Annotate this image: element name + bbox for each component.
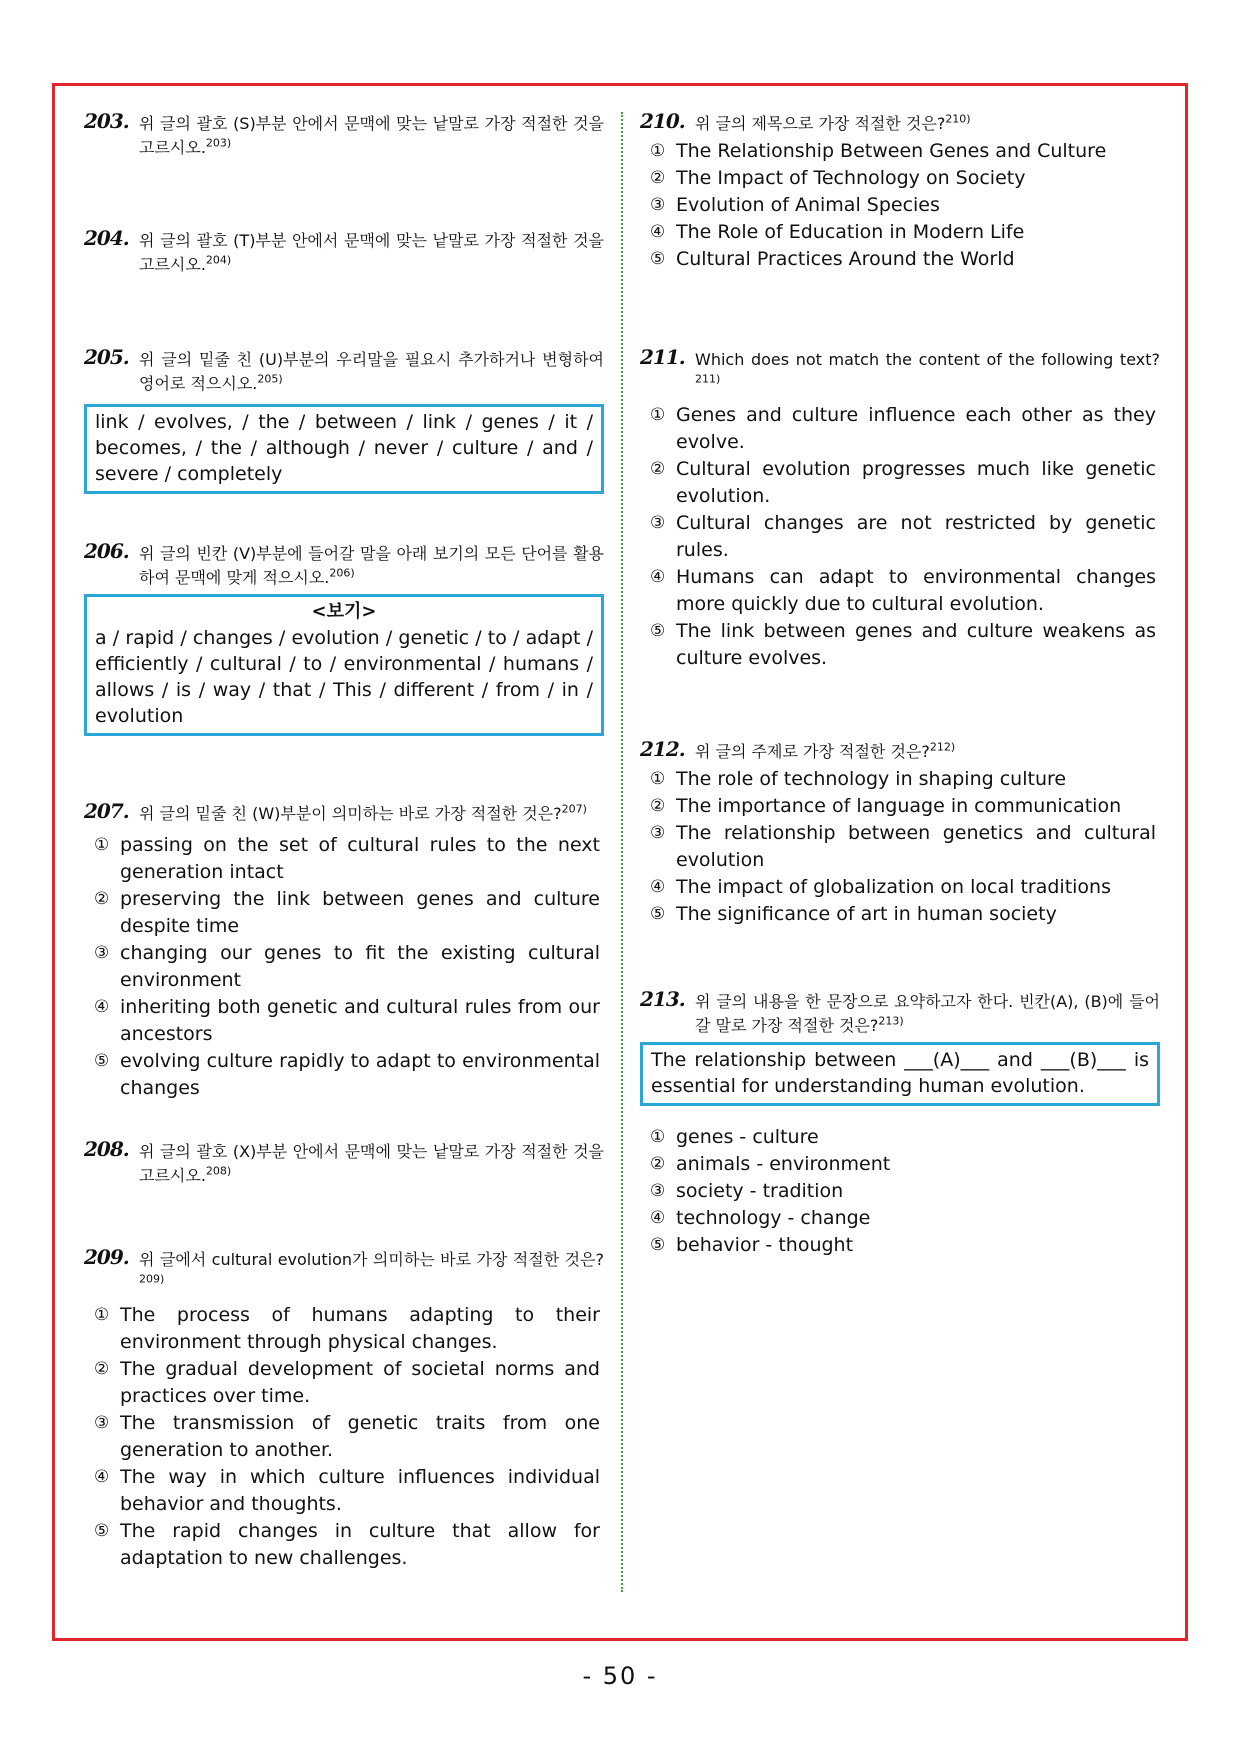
choice-text: The significance of art in human society (676, 903, 1057, 925)
word-box: link / evolves, / the / between / link / genes / it / becomes, / the / although / never / culture / and / severe / completely (84, 404, 604, 494)
answer-choice[interactable] (640, 402, 1160, 456)
choice-text: The impact of globalization on local traditions (676, 876, 1111, 898)
choice-text: society - tradition (676, 1180, 844, 1202)
question-203 (84, 109, 604, 160)
question-number: 209. (84, 1245, 129, 1269)
question-text: 위 글의 밑줄 친 (U)부분의 우리말을 필요시 추가하거나 변형하여 영어로 적으시오. (139, 350, 604, 393)
choice-text: genes - culture (676, 1126, 819, 1148)
choice-mark: ② (650, 1154, 666, 1174)
answer-choice[interactable] (640, 618, 1160, 672)
answer-choice[interactable] (84, 832, 604, 886)
choice-text: technology - change (676, 1207, 871, 1229)
choice-text: The gradual development of societal norms and practices over time. (120, 1358, 600, 1407)
question-number: 205. (84, 345, 129, 369)
choice-mark: ② (94, 1359, 110, 1379)
choice-mark: ⑤ (650, 621, 666, 641)
answer-choice[interactable] (640, 1205, 1160, 1232)
footnote-ref: 204) (205, 253, 232, 267)
choice-text: The relationship between genetics and cultural evolution (676, 822, 1156, 871)
answer-choice[interactable] (640, 901, 1160, 928)
answer-choice[interactable] (640, 1178, 1160, 1205)
answer-choice[interactable] (84, 1464, 604, 1518)
question-number: 212. (640, 737, 685, 761)
choice-mark: ④ (650, 567, 666, 587)
choice-mark: ⑤ (650, 249, 666, 269)
answer-choice[interactable] (84, 1410, 604, 1464)
choice-text: behavior - thought (676, 1234, 854, 1256)
question-number: 203. (84, 109, 129, 133)
choice-mark: ③ (94, 943, 110, 963)
answer-choice[interactable] (640, 246, 1160, 273)
question-text: 위 글의 괄호 (S)부분 안에서 문맥에 맞는 낱말로 가장 적절한 것을 고르시오. (139, 114, 604, 157)
choice-mark: ④ (94, 997, 110, 1017)
footnote-ref: 208) (205, 1164, 232, 1178)
question-text: 위 글에서 cultural evolution가 의미하는 바로 가장 적절한 것은? (139, 1250, 604, 1269)
answer-choice[interactable] (640, 192, 1160, 219)
answer-choice[interactable] (84, 940, 604, 994)
choice-mark: ① (650, 769, 666, 789)
answer-choice[interactable] (640, 1232, 1160, 1259)
answer-choice[interactable] (84, 1048, 604, 1102)
choice-mark: ② (650, 168, 666, 188)
choice-text: The way in which culture influences individual behavior and thoughts. (120, 1466, 600, 1515)
choice-mark: ⑤ (94, 1521, 110, 1541)
example-box-title: <보기> (311, 601, 377, 622)
question-text: 위 글의 제목으로 가장 적절한 것은? (695, 114, 946, 133)
answer-choice[interactable] (640, 1151, 1160, 1178)
choice-mark: ④ (94, 1467, 110, 1487)
choice-text: The rapid changes in culture that allow for adaptation to new challenges. (120, 1520, 600, 1569)
question-209 (84, 1245, 604, 1572)
choice-text: The role of technology in shaping culture (676, 768, 1067, 790)
question-text: 위 글의 밑줄 친 (W)부분이 의미하는 바로 가장 적절한 것은? (139, 804, 562, 823)
footnote-ref: 209) (139, 1272, 165, 1286)
choice-text: Evolution of Animal Species (676, 194, 940, 216)
question-number: 211. (640, 345, 685, 369)
choice-text: The Role of Education in Modern Life (676, 221, 1025, 243)
footnote-ref: 213) (878, 1014, 904, 1028)
choice-text: evolving culture rapidly to adapt to environmental changes (120, 1050, 600, 1099)
question-text: 위 글의 주제로 가장 적절한 것은? (695, 742, 930, 761)
footnote-ref: 205) (257, 372, 283, 386)
question-211 (640, 345, 1160, 672)
footnote-ref: 206) (329, 566, 355, 580)
answer-choice[interactable] (640, 165, 1160, 192)
choice-text: The process of humans adapting to their environment through physical changes. (120, 1304, 600, 1353)
answer-choice[interactable] (640, 820, 1160, 874)
question-number: 207. (84, 799, 129, 823)
choice-mark: ② (650, 796, 666, 816)
choice-mark: ③ (650, 195, 666, 215)
footnote-ref: 207) (561, 802, 587, 816)
choice-mark: ② (650, 459, 666, 479)
choice-mark: ⑤ (650, 904, 666, 924)
column-divider (621, 112, 623, 1592)
question-207 (84, 799, 604, 1102)
choice-text: The transmission of genetic traits from one generation to another. (120, 1412, 600, 1461)
choice-text: Cultural evolution progresses much like genetic evolution. (676, 458, 1156, 507)
choice-mark: ③ (650, 513, 666, 533)
answer-choice[interactable] (84, 1518, 604, 1572)
choice-text: The importance of language in communication (676, 795, 1122, 817)
page-number: - 50 - (582, 1662, 658, 1690)
choice-mark: ① (650, 405, 666, 425)
choice-mark: ③ (650, 823, 666, 843)
answer-choice[interactable] (640, 564, 1160, 618)
question-212 (640, 737, 1160, 928)
question-text: 위 글의 괄호 (T)부분 안에서 문맥에 맞는 낱말로 가장 적절한 것을 고르시오. (139, 231, 604, 274)
question-210 (640, 109, 1160, 273)
choice-mark: ⑤ (94, 1051, 110, 1071)
question-text: Which does not match the content of the following text? (695, 350, 1160, 369)
choice-mark: ③ (650, 1181, 666, 1201)
question-208 (84, 1137, 604, 1188)
footnote-ref: 212) (929, 740, 956, 754)
choice-text: Cultural Practices Around the World (676, 248, 1015, 270)
answer-choice[interactable] (84, 994, 604, 1048)
question-213 (640, 987, 1160, 1259)
footnote-ref: 211) (695, 372, 721, 386)
choice-mark: ④ (650, 877, 666, 897)
choice-text: The link between genes and culture weakens as culture evolves. (676, 620, 1156, 669)
answer-choice[interactable] (640, 510, 1160, 564)
question-number: 213. (640, 987, 685, 1011)
choice-mark: ① (94, 835, 110, 855)
choice-mark: ① (650, 141, 666, 161)
choice-text: Genes and culture influence each other as they evolve. (676, 404, 1156, 453)
question-text: 위 글의 내용을 한 문장으로 요약하고자 한다. 빈칸(A), (B)에 들어갈 말로 가장 적절한 것은? (695, 992, 1160, 1035)
choice-mark: ⑤ (650, 1235, 666, 1255)
example-box (84, 594, 604, 736)
answer-choice[interactable] (84, 886, 604, 940)
choice-mark: ③ (94, 1413, 110, 1433)
answer-choice[interactable] (640, 138, 1160, 165)
answer-choice[interactable] (640, 219, 1160, 246)
choice-mark: ② (94, 889, 110, 909)
choice-mark: ① (94, 1305, 110, 1325)
choice-text: changing our genes to fit the existing cultural environment (120, 942, 600, 991)
choice-mark: ④ (650, 222, 666, 242)
question-text: 위 글의 괄호 (X)부분 안에서 문맥에 맞는 낱말로 가장 적절한 것을 고르시오. (139, 1142, 604, 1185)
footnote-ref: 210) (945, 112, 971, 126)
example-box-words: a / rapid / changes / evolution / genetic / to / adapt / efficiently / cultural / to / environmental / humans / allows / is / way / that / This / different / from / in / evolution (95, 627, 593, 727)
choice-mark: ① (650, 1127, 666, 1147)
choice-text: preserving the link between genes and culture despite time (120, 888, 600, 937)
answer-choice[interactable] (84, 1302, 604, 1356)
question-205 (84, 345, 604, 494)
choice-text: animals - environment (676, 1153, 891, 1175)
choice-text: Cultural changes are not restricted by genetic rules. (676, 512, 1156, 561)
answer-choice[interactable] (640, 1124, 1160, 1151)
answer-choice[interactable] (640, 766, 1160, 793)
choice-text: The Impact of Technology on Society (676, 167, 1026, 189)
choice-text: Humans can adapt to environmental changes more quickly due to cultural evolution. (676, 566, 1156, 615)
question-204 (84, 226, 604, 277)
answer-choice[interactable] (640, 793, 1160, 820)
footnote-ref: 203) (205, 136, 232, 150)
question-number: 206. (84, 539, 129, 563)
question-text: 위 글의 빈칸 (V)부분에 들어갈 말을 아래 보기의 모든 단어를 활용하여 문맥에 맞게 적으시오. (139, 544, 604, 587)
choice-text: The Relationship Between Genes and Culture (676, 140, 1107, 162)
summary-box: The relationship between ___(A)___ and ___(B)___ is essential for understanding human evolution. (640, 1042, 1160, 1106)
choice-text: inheriting both genetic and cultural rules from our ancestors (120, 996, 600, 1045)
answer-choice[interactable] (640, 456, 1160, 510)
question-number: 208. (84, 1137, 129, 1161)
choice-mark: ④ (650, 1208, 666, 1228)
choice-text: passing on the set of cultural rules to the next generation intact (120, 834, 600, 883)
answer-choice[interactable] (84, 1356, 604, 1410)
answer-choice[interactable] (640, 874, 1160, 901)
question-number: 210. (640, 109, 685, 133)
question-206 (84, 539, 604, 736)
question-number: 204. (84, 226, 129, 250)
